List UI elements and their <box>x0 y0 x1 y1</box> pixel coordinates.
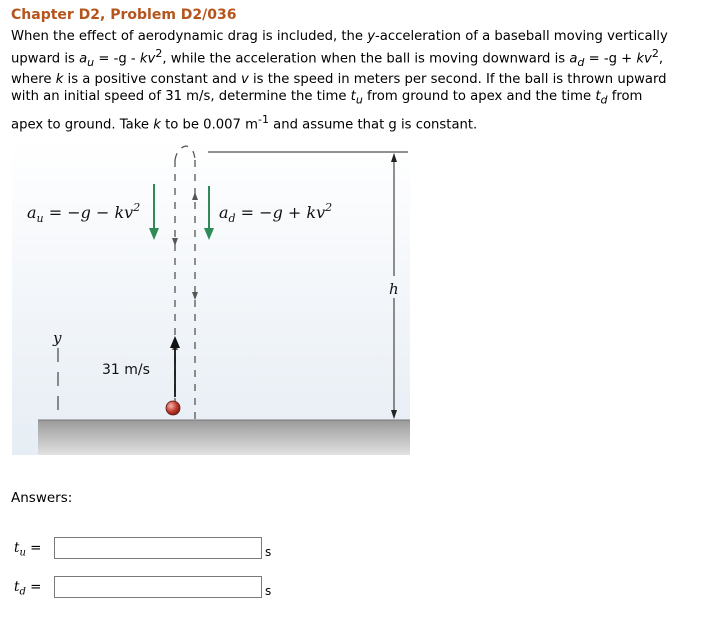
tu-label: $t_u$ = <box>14 540 42 559</box>
problem-title: Chapter D2, Problem D2/036 <box>11 7 237 23</box>
td-input[interactable] <box>54 576 262 598</box>
speed-label: 31 m/s <box>102 362 150 378</box>
tu-input[interactable] <box>54 537 262 559</box>
problem-line-3: where k is a positive constant and v is the speed in meters per second. If the ball is thrown upward <box>11 72 667 88</box>
figure-background <box>12 140 410 455</box>
problem-line-2: upward is $a_u = -g - kv^2$, while the acceleration when the ball is moving downward is $a_d = -g + kv^2$, <box>11 47 664 70</box>
problem-line-5: apex to ground. Take k to be 0.007 $m^{-1}$ and assume that g is constant. <box>11 112 478 133</box>
baseball-figure <box>12 140 410 455</box>
tu-unit: s <box>265 545 272 559</box>
problem-line-1: When the effect of aerodynamic drag is included, the y-acceleration of a baseball moving vertically <box>11 29 668 44</box>
problem-line-4: with an initial speed of 31 m/s, determine the time $t_u$ from ground to apex and the time $t_d$ from <box>11 89 643 107</box>
au-equation: $a_u = -g - kv^2$ <box>27 201 141 225</box>
ad-equation: $a_d = -g + kv^2$ <box>219 201 333 225</box>
height-label: h <box>389 280 399 298</box>
problem-statement <box>11 28 716 133</box>
baseball <box>166 401 180 415</box>
ground <box>38 420 410 455</box>
td-unit: s <box>265 584 272 598</box>
td-label: $t_d$ = <box>14 579 42 598</box>
answers-heading: Answers: <box>11 490 73 506</box>
y-label: y <box>53 329 62 347</box>
